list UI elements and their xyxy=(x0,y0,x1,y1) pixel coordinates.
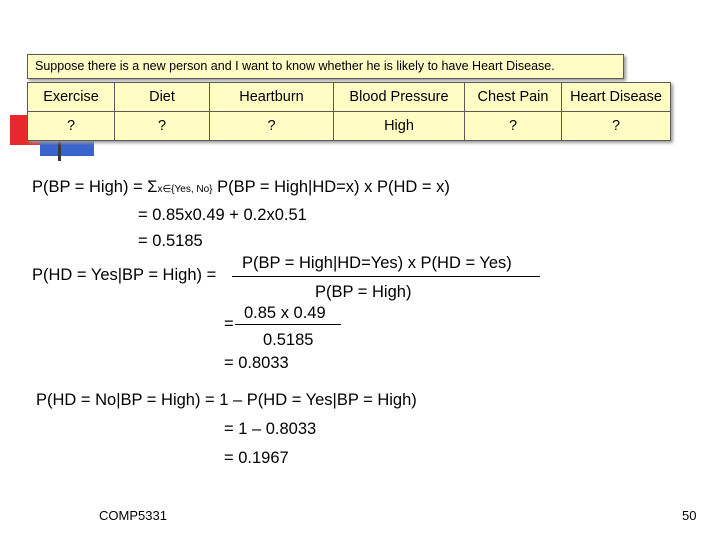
eq1-rhs: P(BP = High|HD=x) x P(HD = x) xyxy=(212,178,450,196)
eq2-denominator: P(BP = High) xyxy=(315,283,412,301)
eq2-lhs: P(HD = Yes|BP = High) = xyxy=(32,266,217,284)
header-chest-pain: Chest Pain xyxy=(465,83,562,112)
value-heartburn: ? xyxy=(210,112,334,141)
table-value-row xyxy=(28,112,671,141)
eq3-line1: P(HD = No|BP = High) = 1 – P(HD = Yes|BP = High) xyxy=(36,391,417,409)
eq2-fraction-bar xyxy=(232,276,540,277)
header-heartburn: Heartburn xyxy=(210,83,334,112)
eq1-line1 xyxy=(32,177,450,200)
value-blood-pressure: High xyxy=(334,112,465,141)
value-exercise: ? xyxy=(28,112,115,141)
eq2-numerator: P(BP = High|HD=Yes) x P(HD = Yes) xyxy=(242,254,512,272)
question-callout: Suppose there is a new person and I want to know whether he is likely to have Heart Disease. xyxy=(27,54,624,79)
sum-subscript: x∈{Yes, No} xyxy=(157,184,213,195)
header-heart-disease: Heart Disease xyxy=(562,83,671,112)
eq2-result: = 0.8033 xyxy=(224,354,289,372)
eq2-fraction-bar2 xyxy=(235,324,341,325)
eq1-lhs: P(BP = High) = xyxy=(32,178,148,196)
eq1-line2: = 0.85x0.49 + 0.2x0.51 xyxy=(138,206,307,224)
deco-bar xyxy=(58,141,61,161)
attribute-table xyxy=(27,82,671,141)
value-heart-disease: ? xyxy=(562,112,671,141)
eq1-line3: = 0.5185 xyxy=(138,232,203,250)
header-exercise: Exercise xyxy=(28,83,115,112)
eq2-numerator2: 0.85 x 0.49 xyxy=(244,304,326,322)
table-header-row xyxy=(28,83,671,112)
eq2-denominator2: 0.5185 xyxy=(263,331,314,349)
value-diet: ? xyxy=(115,112,210,141)
sigma-symbol: Σ xyxy=(147,178,158,196)
course-footer: COMP5331 xyxy=(99,508,167,523)
header-blood-pressure: Blood Pressure xyxy=(334,83,465,112)
header-diet: Diet xyxy=(115,83,210,112)
page-number: 50 xyxy=(682,508,697,523)
eq2-equal-sign: = xyxy=(224,315,234,333)
eq3-line2: = 1 – 0.8033 xyxy=(224,420,317,438)
eq3-line3: = 0.1967 xyxy=(224,449,289,467)
value-chest-pain: ? xyxy=(465,112,562,141)
